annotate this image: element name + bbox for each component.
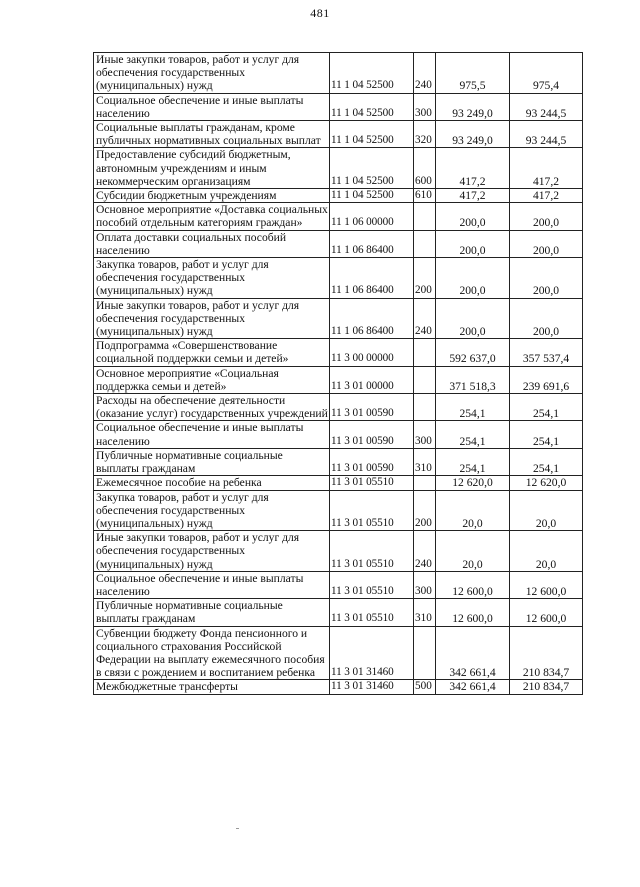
row-code-cell: 11 1 04 52500	[330, 189, 414, 203]
row-amount-plan-cell: 12 600,0	[436, 571, 510, 598]
row-amount-actual-cell: 12 620,0	[510, 476, 583, 490]
row-amount-actual-cell: 210 834,7	[510, 680, 583, 694]
row-name-cell: Основное мероприятие «Социальная поддержка семьи и детей»	[94, 366, 330, 393]
scan-mark	[236, 828, 239, 829]
row-name-cell: Закупка товаров, работ и услуг для обеспечения государственных (муниципальных) нужд	[94, 258, 330, 299]
row-amount-plan-cell: 417,2	[436, 148, 510, 189]
row-expense-type-cell: 240	[414, 531, 436, 572]
row-name-cell: Межбюджетные трансферты	[94, 680, 330, 694]
row-name-cell: Публичные нормативные социальные выплаты гражданам	[94, 448, 330, 475]
row-code-cell: 11 3 01 31460	[330, 680, 414, 694]
row-expense-type-cell: 500	[414, 680, 436, 694]
table-row	[94, 258, 583, 299]
row-name-cell: Социальные выплаты гражданам, кроме публичных нормативных социальных выплат	[94, 121, 330, 148]
row-amount-plan-cell: 12 600,0	[436, 599, 510, 626]
row-code-cell: 11 1 04 52500	[330, 121, 414, 148]
row-amount-actual-cell: 254,1	[510, 421, 583, 448]
table-row	[94, 448, 583, 475]
table-row	[94, 121, 583, 148]
row-amount-plan-cell: 20,0	[436, 490, 510, 531]
row-code-cell: 11 1 06 00000	[330, 203, 414, 230]
row-name-cell: Социальное обеспечение и иные выплаты населению	[94, 421, 330, 448]
row-name-cell: Закупка товаров, работ и услуг для обеспечения государственных (муниципальных) нужд	[94, 490, 330, 531]
row-expense-type-cell	[414, 230, 436, 257]
row-code-cell: 11 3 01 05510	[330, 490, 414, 531]
row-name-cell: Основное мероприятие «Доставка социальных пособий отдельным категориям граждан»	[94, 203, 330, 230]
row-amount-actual-cell: 417,2	[510, 189, 583, 203]
table-row	[94, 93, 583, 120]
row-amount-actual-cell: 975,4	[510, 53, 583, 94]
row-code-cell: 11 3 01 00000	[330, 366, 414, 393]
row-name-cell: Предоставление субсидий бюджетным, автономным учреждениям и иным некоммерческим организациям	[94, 148, 330, 189]
row-amount-plan-cell: 200,0	[436, 298, 510, 339]
row-expense-type-cell: 600	[414, 148, 436, 189]
row-expense-type-cell: 240	[414, 298, 436, 339]
row-amount-plan-cell: 342 661,4	[436, 626, 510, 680]
row-code-cell: 11 3 01 31460	[330, 626, 414, 680]
row-name-cell: Оплата доставки социальных пособий населению	[94, 230, 330, 257]
row-name-cell: Расходы на обеспечение деятельности (оказание услуг) государственных учреждений	[94, 394, 330, 421]
row-name-cell: Ежемесячное пособие на ребенка	[94, 476, 330, 490]
table-row	[94, 230, 583, 257]
row-amount-plan-cell: 342 661,4	[436, 680, 510, 694]
row-expense-type-cell	[414, 203, 436, 230]
row-code-cell: 11 1 04 52500	[330, 148, 414, 189]
table-row	[94, 148, 583, 189]
row-expense-type-cell: 310	[414, 448, 436, 475]
row-expense-type-cell	[414, 366, 436, 393]
row-code-cell: 11 1 04 52500	[330, 53, 414, 94]
table-row	[94, 53, 583, 94]
table-row	[94, 339, 583, 366]
row-expense-type-cell	[414, 394, 436, 421]
row-amount-plan-cell: 93 249,0	[436, 93, 510, 120]
table-row	[94, 571, 583, 598]
row-amount-plan-cell: 93 249,0	[436, 121, 510, 148]
row-amount-actual-cell: 200,0	[510, 258, 583, 299]
row-amount-actual-cell: 254,1	[510, 394, 583, 421]
budget-table	[93, 52, 583, 695]
row-amount-actual-cell: 12 600,0	[510, 599, 583, 626]
row-amount-actual-cell: 93 244,5	[510, 121, 583, 148]
row-amount-plan-cell: 371 518,3	[436, 366, 510, 393]
row-expense-type-cell	[414, 339, 436, 366]
row-code-cell: 11 3 01 05510	[330, 571, 414, 598]
row-amount-plan-cell: 254,1	[436, 394, 510, 421]
row-expense-type-cell: 320	[414, 121, 436, 148]
table-row	[94, 366, 583, 393]
row-amount-plan-cell: 200,0	[436, 230, 510, 257]
row-amount-plan-cell: 417,2	[436, 189, 510, 203]
row-amount-plan-cell: 200,0	[436, 203, 510, 230]
row-amount-actual-cell: 200,0	[510, 230, 583, 257]
row-name-cell: Подпрограмма «Совершенствование социальной поддержки семьи и детей»	[94, 339, 330, 366]
row-name-cell: Публичные нормативные социальные выплаты гражданам	[94, 599, 330, 626]
row-amount-actual-cell: 254,1	[510, 448, 583, 475]
row-expense-type-cell: 200	[414, 258, 436, 299]
table-row	[94, 298, 583, 339]
page-number: 481	[310, 6, 330, 20]
row-code-cell: 11 1 04 52500	[330, 93, 414, 120]
row-amount-plan-cell: 254,1	[436, 448, 510, 475]
row-amount-actual-cell: 20,0	[510, 531, 583, 572]
row-code-cell: 11 3 01 05510	[330, 599, 414, 626]
row-name-cell: Иные закупки товаров, работ и услуг для обеспечения государственных (муниципальных) нужд	[94, 298, 330, 339]
row-code-cell: 11 3 01 00590	[330, 448, 414, 475]
row-amount-actual-cell: 417,2	[510, 148, 583, 189]
row-amount-actual-cell: 12 600,0	[510, 571, 583, 598]
row-amount-actual-cell: 200,0	[510, 298, 583, 339]
row-code-cell: 11 3 01 05510	[330, 476, 414, 490]
row-name-cell: Субсидии бюджетным учреждениям	[94, 189, 330, 203]
row-expense-type-cell	[414, 626, 436, 680]
table-row	[94, 680, 583, 694]
row-expense-type-cell	[414, 476, 436, 490]
row-amount-actual-cell: 239 691,6	[510, 366, 583, 393]
table-row	[94, 626, 583, 680]
row-name-cell: Социальное обеспечение и иные выплаты населению	[94, 93, 330, 120]
table-row	[94, 599, 583, 626]
row-amount-actual-cell: 210 834,7	[510, 626, 583, 680]
row-amount-plan-cell: 254,1	[436, 421, 510, 448]
row-expense-type-cell: 310	[414, 599, 436, 626]
row-amount-plan-cell: 592 637,0	[436, 339, 510, 366]
table-row	[94, 490, 583, 531]
row-expense-type-cell: 610	[414, 189, 436, 203]
row-expense-type-cell: 200	[414, 490, 436, 531]
row-name-cell: Социальное обеспечение и иные выплаты населению	[94, 571, 330, 598]
table-row	[94, 203, 583, 230]
row-amount-plan-cell: 200,0	[436, 258, 510, 299]
row-name-cell: Субвенции бюджету Фонда пенсионного и социального страхования Российской Федерации на выплату ежемесячного пособия в связи с рождением и воспитанием ребенка	[94, 626, 330, 680]
row-amount-actual-cell: 357 537,4	[510, 339, 583, 366]
table-row	[94, 394, 583, 421]
table-row	[94, 476, 583, 490]
row-amount-actual-cell: 200,0	[510, 203, 583, 230]
row-amount-plan-cell: 975,5	[436, 53, 510, 94]
table-body	[94, 53, 583, 695]
row-code-cell: 11 3 00 00000	[330, 339, 414, 366]
row-expense-type-cell: 300	[414, 93, 436, 120]
row-expense-type-cell: 300	[414, 421, 436, 448]
row-code-cell: 11 3 01 00590	[330, 394, 414, 421]
table-row	[94, 531, 583, 572]
row-name-cell: Иные закупки товаров, работ и услуг для обеспечения государственных (муниципальных) нужд	[94, 53, 330, 94]
table-row	[94, 421, 583, 448]
row-amount-actual-cell: 93 244,5	[510, 93, 583, 120]
row-code-cell: 11 3 01 00590	[330, 421, 414, 448]
row-code-cell: 11 3 01 05510	[330, 531, 414, 572]
row-code-cell: 11 1 06 86400	[330, 230, 414, 257]
row-code-cell: 11 1 06 86400	[330, 298, 414, 339]
row-amount-actual-cell: 20,0	[510, 490, 583, 531]
table-row	[94, 189, 583, 203]
row-amount-plan-cell: 12 620,0	[436, 476, 510, 490]
row-code-cell: 11 1 06 86400	[330, 258, 414, 299]
row-name-cell: Иные закупки товаров, работ и услуг для обеспечения государственных (муниципальных) нужд	[94, 531, 330, 572]
row-expense-type-cell: 300	[414, 571, 436, 598]
row-amount-plan-cell: 20,0	[436, 531, 510, 572]
row-expense-type-cell: 240	[414, 53, 436, 94]
